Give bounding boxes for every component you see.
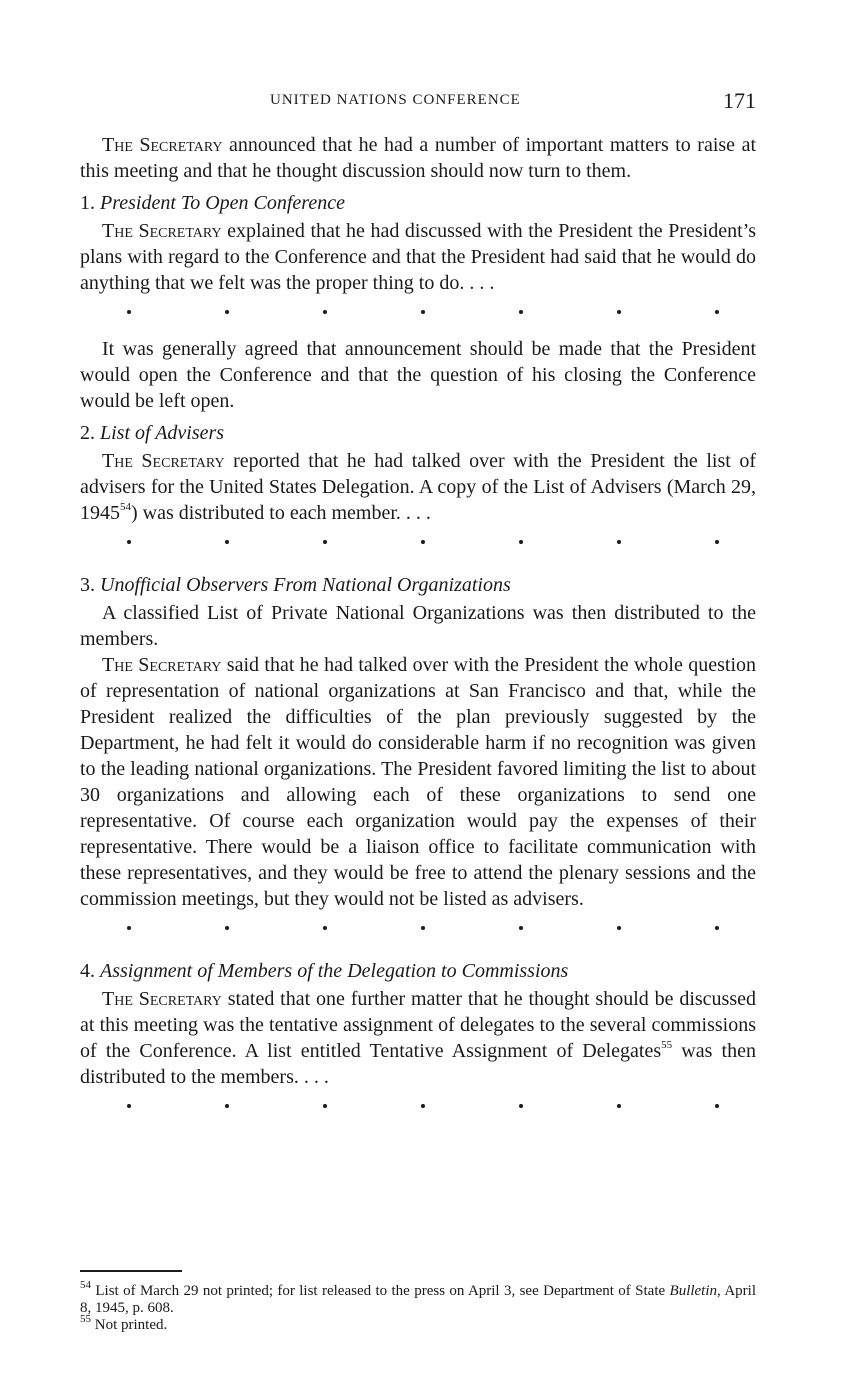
paragraph-text: was then distributed to the members. . . . bbox=[80, 1040, 756, 1088]
page-number: 171 bbox=[723, 88, 756, 113]
section-2-heading bbox=[80, 420, 756, 446]
intro-paragraph bbox=[80, 132, 756, 184]
ellipsis-dot bbox=[715, 926, 719, 930]
ellipsis-dot bbox=[421, 310, 425, 314]
ellipsis-dot bbox=[617, 310, 621, 314]
ellipsis-dot bbox=[127, 926, 131, 930]
footnote-divider bbox=[80, 1270, 182, 1272]
ellipsis-dot bbox=[715, 310, 719, 314]
section-title: Unofficial Observers From National Organizations bbox=[100, 574, 511, 596]
section-3-heading bbox=[80, 572, 756, 598]
footnote-ref: 54 bbox=[120, 501, 131, 514]
ellipsis-dot bbox=[323, 1104, 327, 1108]
footnote-55 bbox=[80, 1313, 756, 1334]
section-number: 4. bbox=[80, 960, 95, 982]
ellipsis-dot bbox=[225, 540, 229, 544]
ellipsis-row bbox=[80, 296, 756, 336]
ellipsis-dot bbox=[715, 1104, 719, 1108]
footnote-text: Not printed. bbox=[91, 1317, 168, 1333]
footnote-marker: 55 bbox=[80, 1313, 91, 1325]
ellipsis-dot bbox=[715, 540, 719, 544]
ellipsis-dot bbox=[127, 540, 131, 544]
ellipsis-dot bbox=[519, 926, 523, 930]
paragraph-text: reported that he had talked over with the President the list of advisers for the United States Delegation. A copy of the List of Advisers (March 29, 1945 bbox=[80, 450, 757, 524]
paragraph-text: ) was distributed to each member. . . . bbox=[131, 502, 431, 524]
section-number: 2. bbox=[80, 422, 95, 444]
ellipsis-row bbox=[80, 1090, 756, 1130]
paragraph-text: said that he had talked over with the President the whole question of representation of national organizations at San Francisco and that, while the President realized the difficulties of the plan previously suggested by the Department, he had felt it would do considerable harm if no recognition was given to the leading national organizations. The President favored limiting the list to about 30 organizations and allowing each of these organizations to send one representative. Of course each organization would pay the expenses of their representative. There would be a liaison office to facilitate communication with these representatives, and they would be free to attend the plenary sessions and the commission meetings, but they would not be listed as advisers. bbox=[80, 654, 757, 910]
running-header bbox=[80, 88, 756, 116]
footnote-marker: 54 bbox=[80, 1279, 91, 1291]
ellipsis-dot bbox=[421, 540, 425, 544]
footnote-text: List of March 29 not printed; for list released to the press on April 3, see Department of State bbox=[91, 1283, 670, 1299]
speaker-label: The Secretary bbox=[102, 450, 225, 472]
ellipsis-dot bbox=[519, 1104, 523, 1108]
ellipsis-dot bbox=[421, 1104, 425, 1108]
section-number: 1. bbox=[80, 192, 95, 214]
section-3-paragraph-2 bbox=[80, 652, 756, 912]
ellipsis-dot bbox=[225, 310, 229, 314]
footnote-ref: 55 bbox=[661, 1039, 673, 1052]
ellipsis-dot bbox=[127, 1104, 131, 1108]
ellipsis-row bbox=[80, 912, 756, 952]
running-title: UNITED NATIONS CONFERENCE bbox=[270, 92, 521, 108]
speaker-label: The Secretary bbox=[102, 134, 223, 156]
section-2-paragraph-1 bbox=[80, 448, 756, 526]
paragraph-text: explained that he had discussed with the President the President’s plans with regard to the Conference and that the President had said that he would do anything that we felt was the proper thing to do. . . . bbox=[80, 220, 757, 294]
section-1-paragraph-1 bbox=[80, 218, 756, 296]
ellipsis-dot bbox=[323, 540, 327, 544]
speaker-label: The Secretary bbox=[102, 988, 222, 1010]
ellipsis-dot bbox=[617, 926, 621, 930]
section-number: 3. bbox=[80, 574, 95, 596]
ellipsis-dot bbox=[519, 310, 523, 314]
ellipsis-dot bbox=[225, 926, 229, 930]
section-title: List of Advisers bbox=[100, 422, 225, 444]
footnotes bbox=[80, 1279, 756, 1334]
section-title: Assignment of Members of the Delegation to Commissions bbox=[100, 960, 569, 982]
document-body bbox=[80, 132, 756, 1130]
ellipsis-dot bbox=[617, 1104, 621, 1108]
speaker-label: The Secretary bbox=[102, 654, 222, 676]
footnote-text: , April 8, 1945, p. 608. bbox=[80, 1283, 756, 1316]
footnote-54 bbox=[80, 1279, 756, 1317]
ellipsis-dot bbox=[225, 1104, 229, 1108]
ellipsis-dot bbox=[519, 540, 523, 544]
ellipsis-dot bbox=[617, 540, 621, 544]
section-4-heading bbox=[80, 958, 756, 984]
section-4-paragraph-1 bbox=[80, 986, 756, 1090]
section-1-heading bbox=[80, 190, 756, 216]
section-3-paragraph-1: A classified List of Private National Organizations was then distributed to the members. bbox=[80, 602, 756, 650]
footnote-publication: Bulletin bbox=[669, 1283, 718, 1299]
ellipsis-dot bbox=[323, 310, 327, 314]
paragraph-text: announced that he had a number of important matters to raise at this meeting and that he thought discussion should now turn to them. bbox=[80, 134, 756, 182]
speaker-label: The Secretary bbox=[102, 220, 222, 242]
ellipsis-dot bbox=[421, 926, 425, 930]
section-title: President To Open Conference bbox=[100, 192, 345, 214]
ellipsis-dot bbox=[323, 926, 327, 930]
ellipsis-dot bbox=[127, 310, 131, 314]
paragraph-text: stated that one further matter that he thought should be discussed at this meeting was the tentative assignment of delegates to the several commissions of the Conference. A list entitled Tentative Assignment of Delegates bbox=[80, 988, 756, 1062]
section-1-paragraph-2: It was generally agreed that announcement should be made that the President would open the Conference and that the question of his closing the Conference would be left open. bbox=[80, 338, 756, 412]
ellipsis-row bbox=[80, 526, 756, 566]
